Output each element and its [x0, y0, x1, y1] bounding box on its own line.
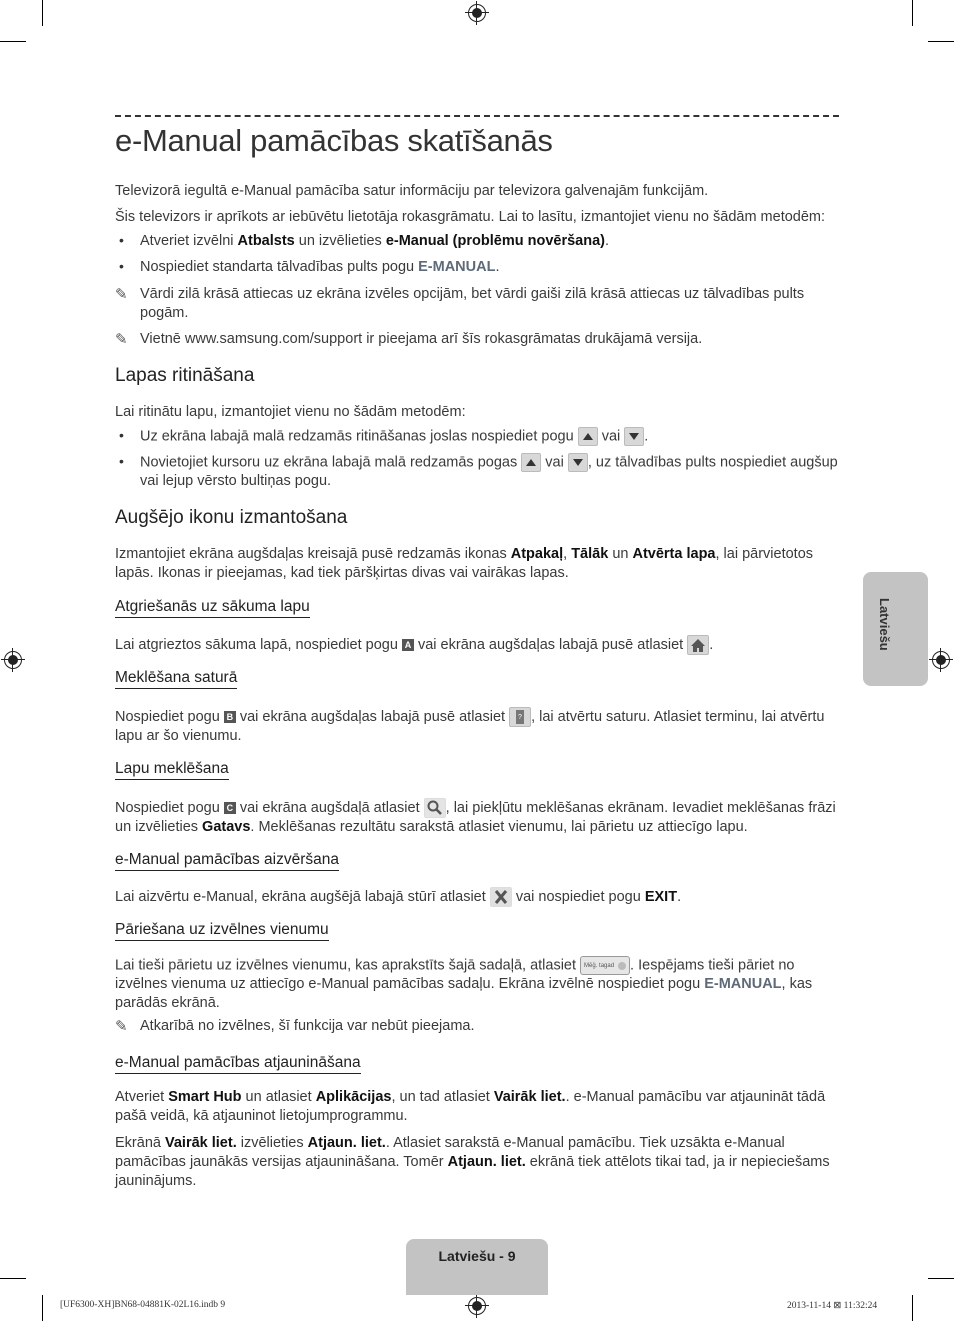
- bullet-icon: •: [119, 232, 124, 248]
- crop-mark: [42, 1295, 43, 1321]
- registration-mark-icon: [932, 651, 950, 669]
- note-pencil-icon: ✎: [115, 331, 128, 348]
- list-item: Nospiediet standarta tālvadības pults pogu E-MANUAL.: [140, 259, 500, 275]
- section-paragraph: Ekrānā Vairāk liet. izvēlieties Atjaun. liet.. Atlasiet sarakstā e-Manual pamācību. Tiek uzsākta e-Manual pamācības jaunākās versijas atjaunināšana. Tomēr Atjaun. liet. ekrānā tiek attēlots tikai tad, ja ir nepieciešams jauninājums.: [115, 1135, 830, 1189]
- section-paragraph: Lai ritinātu lapu, izmantojiet vienu no šādām metodēm:: [115, 404, 466, 420]
- list-item: Uz ekrāna labajā malā redzamās ritināšanas joslas nospiediet pogu vai .: [140, 428, 649, 445]
- section-heading: Lapas ritināšana: [115, 365, 255, 386]
- note-text: Vārdi zilā krāsā attiecas uz ekrāna izvēles opcijām, bet vārdi gaiši zilā krāsā attiecas uz tālvadības pults pogām.: [140, 286, 805, 321]
- section-paragraph: Atveriet Smart Hub un atlasiet Aplikācijas, un tad atlasiet Vairāk liet.. e-Manual pamācību var atjaunināt tādā pašā veidā, kā atjauninot lietojumprogrammu.: [115, 1089, 826, 1124]
- page-number: Latviešu - 9: [438, 1248, 516, 1264]
- page-number-tab: [406, 1239, 548, 1295]
- subsection-heading: Pāriešana uz izvēlnes vienumu: [115, 921, 329, 941]
- close-icon: [490, 887, 512, 907]
- section-heading: Augšējo ikonu izmantošana: [115, 507, 348, 528]
- section-paragraph: Lai aizvērtu e-Manual, ekrāna augšējā labajā stūrī atlasiet vai nospiediet pogu EXIT.: [115, 887, 839, 907]
- print-file-info: [UF6300-XH]BN68-04881K-02L16.indb 9: [60, 1300, 226, 1310]
- try-now-button-icon: Mēģ. tagad: [580, 956, 630, 975]
- registration-mark-icon: [4, 651, 22, 669]
- bullet-icon: •: [119, 427, 124, 443]
- scroll-up-arrow-icon: [578, 427, 598, 446]
- print-timestamp: 2013-11-14 ⊠ 11:32:24: [787, 1301, 878, 1311]
- bullet-icon: •: [119, 258, 124, 274]
- section-paragraph: Lai tieši pārietu uz izvēlnes vienumu, kas aprakstīts šajā sadaļā, atlasiet Mēģ. tagad . Iespējams tieši pāriet no izvēlnes vienuma uz attiecīgo e-Manual pamācības sadaļu. Ekrāna izvēlnē nospiediet pogu E-MANUAL, kas parādās ekrānā.: [115, 957, 813, 1012]
- crop-mark: [928, 41, 954, 42]
- home-icon: [687, 635, 709, 655]
- subsection-heading: e-Manual pamācības atjaunināšana: [115, 1054, 361, 1074]
- registration-mark-icon: [468, 4, 486, 22]
- subsection-heading: Meklēšana saturā: [115, 669, 237, 689]
- page-title: e-Manual pamācības skatīšanās: [115, 123, 553, 158]
- crop-mark: [928, 1278, 954, 1279]
- subsection-heading: Lapu meklēšana: [115, 760, 229, 780]
- crop-mark: [0, 41, 26, 42]
- subsection-heading: Atgriešanās uz sākuma lapu: [115, 598, 310, 618]
- svg-text:?: ?: [518, 714, 523, 721]
- list-item: Atveriet izvēlni Atbalsts un izvēlieties e-Manual (problēmu novēršana).: [140, 233, 609, 249]
- scroll-down-arrow-icon: [624, 427, 644, 446]
- section-paragraph: Izmantojiet ekrāna augšdaļas kreisajā pusē redzamās ikonas Atpakaļ, Tālāk un Atvērta lapa, lai pārvietotos lapās. Ikonas ir pieejamas, kad tiek pāršķirtas divas vai vairākas lapas.: [115, 546, 814, 581]
- note-text: Vietnē www.samsung.com/support ir pieejama arī šīs rokasgrāmatas drukājamā versija.: [140, 331, 703, 347]
- intro-paragraph: Šis televizors ir aprīkots ar iebūvētu lietotāja rokasgrāmatu. Lai to lasītu, izmantojiet vienu no šādām metodēm:: [115, 209, 826, 225]
- bullet-icon: •: [119, 453, 124, 469]
- registration-mark-icon: [468, 1297, 486, 1315]
- note-text: Atkarībā no izvēlnes, šī funkcija var nebūt pieejama.: [140, 1018, 475, 1034]
- section-paragraph: Nospiediet pogu C vai ekrāna augšdaļā atlasiet , lai piekļūtu meklēšanas ekrānam. Ievadiet meklēšanas frāzi un izvēlieties Gatavs. Meklēšanas rezultātu sarakstā atlasiet vienumu, lai pārietu uz attiecīgo lapu.: [115, 799, 836, 835]
- language-label: Latviešu: [877, 598, 892, 651]
- title-divider: [115, 115, 839, 117]
- search-icon: [424, 798, 446, 818]
- section-paragraph: Nospiediet pogu B vai ekrāna augšdaļas labajā pusē atlasiet ? , lai atvērtu saturu. Atlasiet terminu, lai atvērtu lapu ar šo vienumu.: [115, 708, 825, 744]
- note-pencil-icon: ✎: [115, 1018, 128, 1035]
- crop-mark: [912, 0, 913, 26]
- color-key-b-icon: B: [224, 711, 236, 723]
- crop-mark: [0, 1278, 26, 1279]
- crop-mark: [912, 1295, 913, 1321]
- color-key-c-icon: C: [224, 802, 236, 814]
- subsection-heading: e-Manual pamācības aizvēršana: [115, 851, 339, 871]
- list-item: Novietojiet kursoru uz ekrāna labajā malā redzamās pogas vai , uz tālvadības pults nospiediet augšup vai lejup vērsto bultiņas pogu.: [140, 454, 838, 490]
- note-pencil-icon: ✎: [115, 286, 128, 303]
- crop-mark: [42, 0, 43, 26]
- scroll-down-arrow-icon: [568, 453, 588, 472]
- language-side-tab: [863, 572, 928, 686]
- scroll-up-arrow-icon: [521, 453, 541, 472]
- intro-paragraph: Televizorā iegultā e-Manual pamācība satur informāciju par televizora galvenajām funkcijām.: [115, 183, 709, 199]
- contents-index-icon: [509, 707, 531, 727]
- section-paragraph: Lai atgrieztos sākuma lapā, nospiediet pogu A vai ekrāna augšdaļas labajā pusē atlasiet .: [115, 635, 839, 655]
- color-key-a-icon: A: [402, 639, 414, 651]
